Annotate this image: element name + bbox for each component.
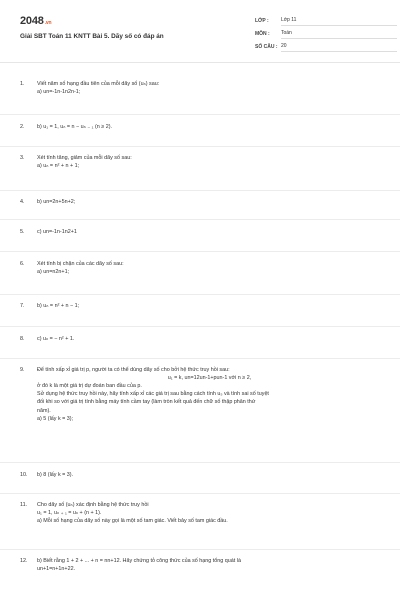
question-text: a) uₙ = n² + n + 1; [37, 163, 80, 170]
question-5 [20, 228, 382, 236]
question-number: 8. [20, 336, 25, 342]
question-text: Sử dụng hệ thức truy hồi này, hãy tính xấp xỉ các giá trị sau bằng cách tính u₅ và tính sai số tuyệt [37, 391, 269, 398]
question-text: b) un=2n+5n+2; [37, 199, 76, 205]
question-separator [0, 114, 400, 115]
question-text: a) un=n2n+1; [37, 269, 70, 276]
question-text: b) Biết rằng 1 + 2 + ... + n = nn+12. Hãy chứng tỏ công thức của số hạng tổng quát là [37, 558, 241, 564]
question-text: ở đó k là một giá trị dự đoán ban đầu của p. [37, 383, 142, 390]
meta-label: MÔN : [255, 30, 270, 37]
question-text: năm). [37, 407, 51, 414]
question-text: c) uₙ = − n² + 1. [37, 336, 75, 342]
question-9 [20, 366, 382, 423]
question-1 [20, 80, 382, 96]
question-6 [20, 260, 382, 276]
question-separator [0, 146, 400, 147]
question-number: 10. [20, 472, 28, 478]
question-number: 4. [20, 199, 25, 205]
meta-value: Toán [281, 29, 397, 39]
question-number: 5. [20, 229, 25, 235]
question-text: b) u₁ = 1, uₙ = n − uₙ ₋ ₁ (n ≥ 2). [37, 124, 113, 130]
question-number: 1. [20, 81, 25, 87]
question-separator [0, 462, 400, 463]
document-title: Giải SBT Toán 11 KNTT Bài 5. Dãy số có đáp án [20, 33, 164, 40]
question-separator [0, 326, 400, 327]
question-2 [20, 123, 382, 131]
question-number: 7. [20, 303, 25, 309]
question-text: un+1=n+1n+22. [37, 566, 76, 573]
question-text: b) 8 (lấy k = 3). [37, 472, 74, 478]
question-text: c) un=-1n-1n2+1 [37, 229, 77, 235]
logo-main: 2048 [20, 15, 44, 27]
logo-tld: .vn [44, 20, 52, 26]
meta-value: Lớp 11 [281, 16, 397, 26]
question-text: b) uₙ = n² + n − 1; [37, 303, 80, 309]
question-8 [20, 335, 382, 343]
meta-label: LỚP : [255, 17, 269, 24]
question-text: Viết năm số hạng đầu tiên của mỗi dãy số (uₙ) sau: [37, 81, 160, 87]
question-text: đối khi so với giá trị tính bằng máy tính cầm tay (làm tròn kết quả đến chữ số thập phân thứ [37, 399, 256, 406]
question-number: 3. [20, 155, 25, 161]
question-text: a) Mỗi số hạng của dãy số này gọi là một số tam giác. Viết bảy số tam giác đầu. [37, 518, 228, 525]
question-text: Xét tính bị chặn của các dãy số sau: [37, 261, 124, 267]
question-separator [0, 493, 400, 494]
question-7 [20, 302, 382, 310]
question-text: Để tính xấp xỉ giá trị p, người ta có thể dùng dãy số cho bởi hệ thức truy hồi sau: [37, 367, 230, 373]
question-separator [0, 549, 400, 550]
question-number: 6. [20, 261, 25, 267]
question-number: 12. [20, 558, 28, 564]
question-text: a) un=-1n-1n2n-1; [37, 89, 81, 96]
question-3 [20, 154, 382, 170]
question-10 [20, 471, 382, 479]
question-separator [0, 190, 400, 191]
question-4 [20, 198, 382, 206]
meta-value: 20 [281, 42, 397, 52]
meta-label: SỐ CÂU : [255, 43, 278, 50]
question-text: u₁ = 1, uₙ ₊ ₁ = uₙ + (n + 1). [37, 510, 102, 517]
question-separator [0, 251, 400, 252]
question-text: Xét tính tăng, giảm của mỗi dãy số sau: [37, 155, 132, 161]
question-separator [0, 294, 400, 295]
question-12 [20, 557, 382, 573]
question-number: 11. [20, 502, 28, 508]
question-11 [20, 501, 382, 525]
question-text: a) 5 (lấy k = 3); [37, 415, 74, 422]
question-number: 2. [20, 124, 25, 130]
question-separator [0, 219, 400, 220]
question-separator [0, 358, 400, 359]
question-text: Cho dãy số (uₙ) xác định bằng hệ thức truy hồi [37, 502, 149, 508]
question-number: 9. [20, 367, 25, 373]
question-formula: u₁ = k, un=12un-1+pun-1 với n ≥ 2, [167, 375, 252, 382]
